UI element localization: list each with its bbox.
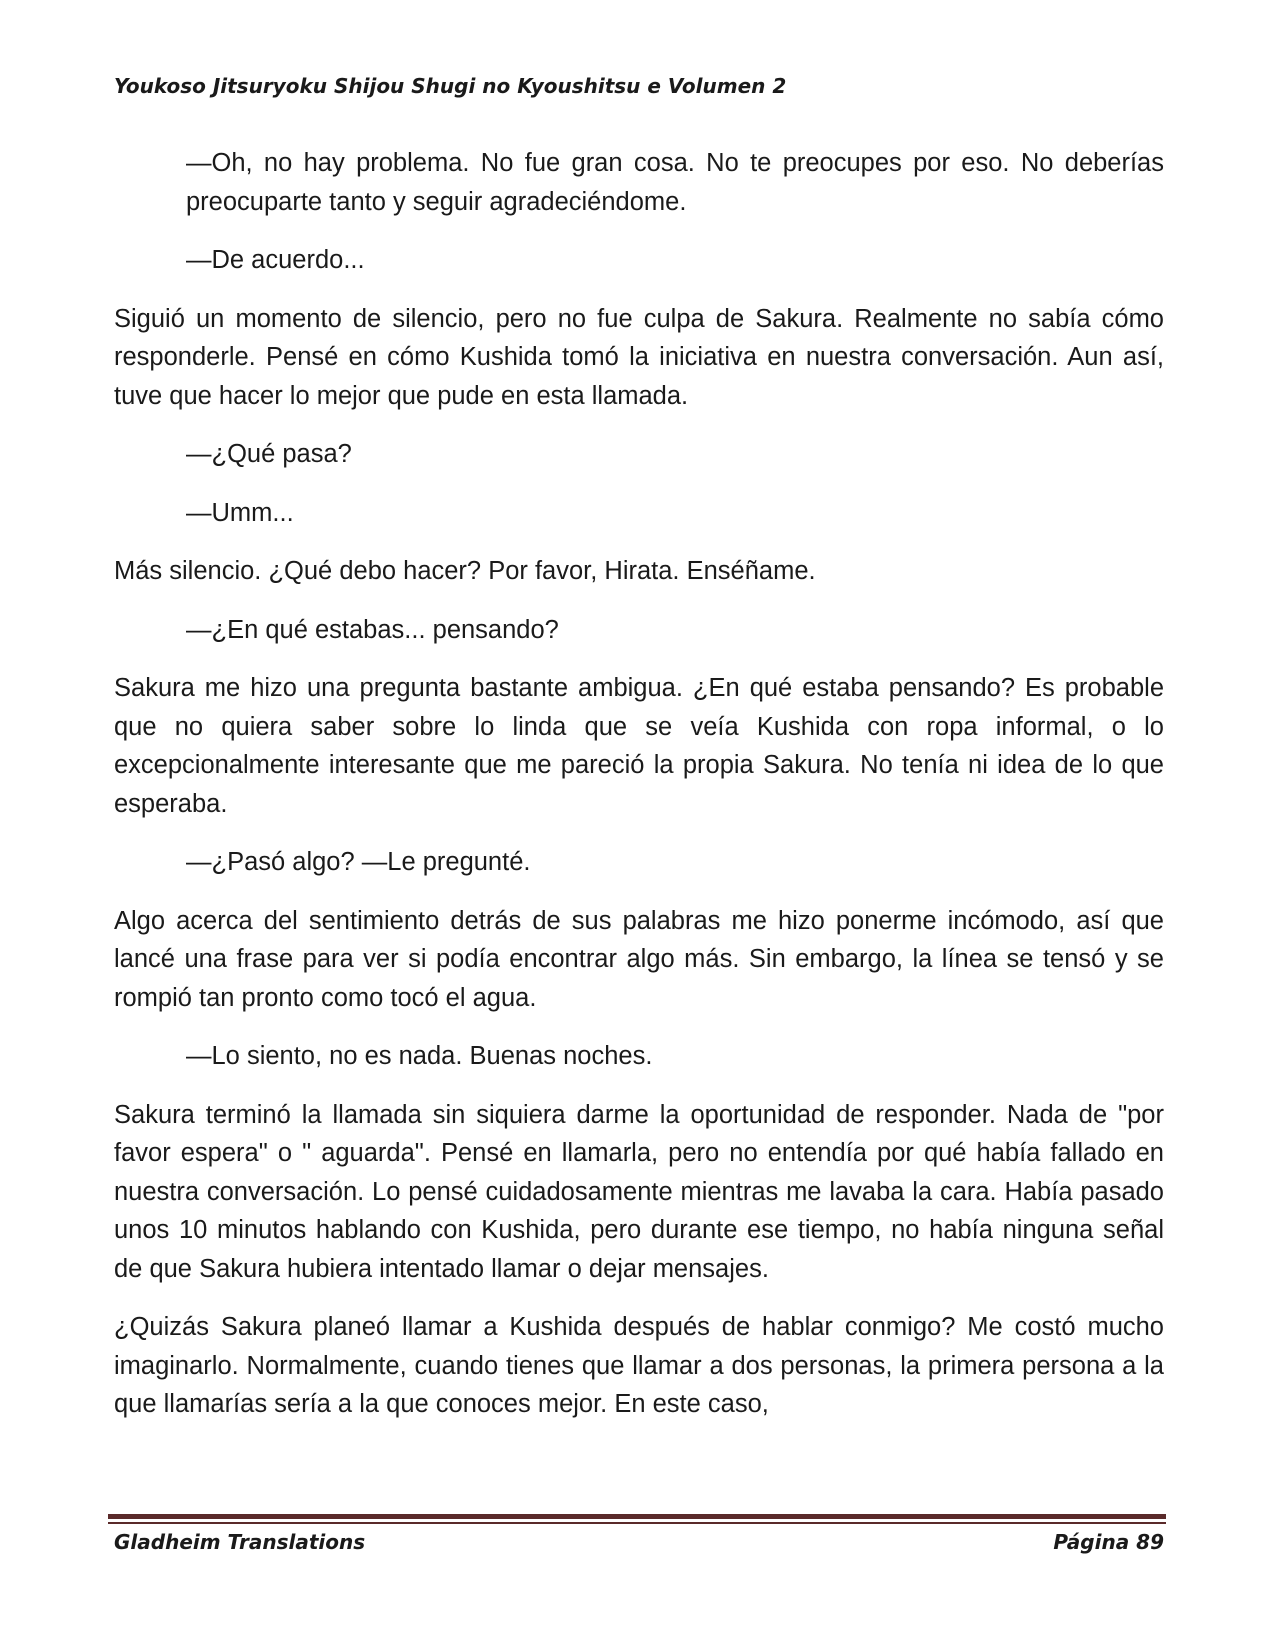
paragraph: —De acuerdo... bbox=[186, 246, 365, 274]
footer-divider-thin bbox=[108, 1522, 1166, 1524]
body-text bbox=[114, 144, 1164, 1444]
paragraph: Más silencio. ¿Qué debo hacer? Por favor, Hirata. Enséñame. bbox=[114, 557, 816, 585]
paragraph: —¿En qué estabas... pensando? bbox=[186, 615, 559, 644]
paragraph: ¿Quizás Sakura planeó llamar a Kushida después de hablar conmigo? Me costó mucho imaginarlo. Normalmente, cuando tienes que llamar a dos personas, la primera persona a la que llamarías sería a la que conoces mejor. En este caso, bbox=[114, 1313, 1164, 1418]
paragraph: Algo acerca del sentimiento detrás de sus palabras me hizo ponerme incómodo, así que lancé una frase para ver si podía encontrar algo más. Sin embargo, la línea se tensó y se rompió tan pronto como tocó el agua. bbox=[114, 906, 1164, 1012]
footer-divider-thick bbox=[108, 1514, 1166, 1519]
paragraph: Sakura me hizo una pregunta bastante ambigua. ¿En qué estaba pensando? Es probable que no quiera saber sobre lo linda que se veía Kushida con ropa informal, o lo excepcionalmente interesante que me pareció la propia Sakura. No tenía ni idea de lo que esperaba. bbox=[114, 674, 1164, 818]
paragraph: —¿Qué pasa? bbox=[186, 440, 352, 468]
paragraph: —Umm... bbox=[186, 498, 294, 527]
footer-publisher: Gladheim Translations bbox=[114, 1530, 366, 1554]
paragraph: Sakura terminó la llamada sin siquiera darme la oportunidad de responder. Nada de "por favor espera" o " aguarda". Pensé en llamarla, pero no entendía por qué había fallado en nuestra conversación. Lo pensé cuidadosamente mientras me lavaba la cara. Había pasado unos 10 minutos hablando con Kushida, pero durante ese tiempo, no había ninguna señal de que Sakura hubiera intentado llamar o dejar mensajes. bbox=[114, 1100, 1164, 1283]
page-number: Página 89 bbox=[1053, 1530, 1164, 1554]
paragraph: Siguió un momento de silencio, pero no fue culpa de Sakura. Realmente no sabía cómo responderle. Pensé en cómo Kushida tomó la iniciativa en nuestra conversación. Aun así, tuve que hacer lo mejor que pude en esta llamada. bbox=[114, 304, 1164, 410]
running-header: Youkoso Jitsuryoku Shijou Shugi no Kyoushitsu e Volumen 2 bbox=[114, 74, 787, 98]
paragraph: —Lo siento, no es nada. Buenas noches. bbox=[186, 1042, 653, 1070]
paragraph: —Oh, no hay problema. No fue gran cosa. No te preocupes por eso. No deberías preocuparte tanto y seguir agradeciéndome. bbox=[186, 149, 1164, 216]
paragraph: —¿Pasó algo? —Le pregunté. bbox=[186, 848, 531, 876]
